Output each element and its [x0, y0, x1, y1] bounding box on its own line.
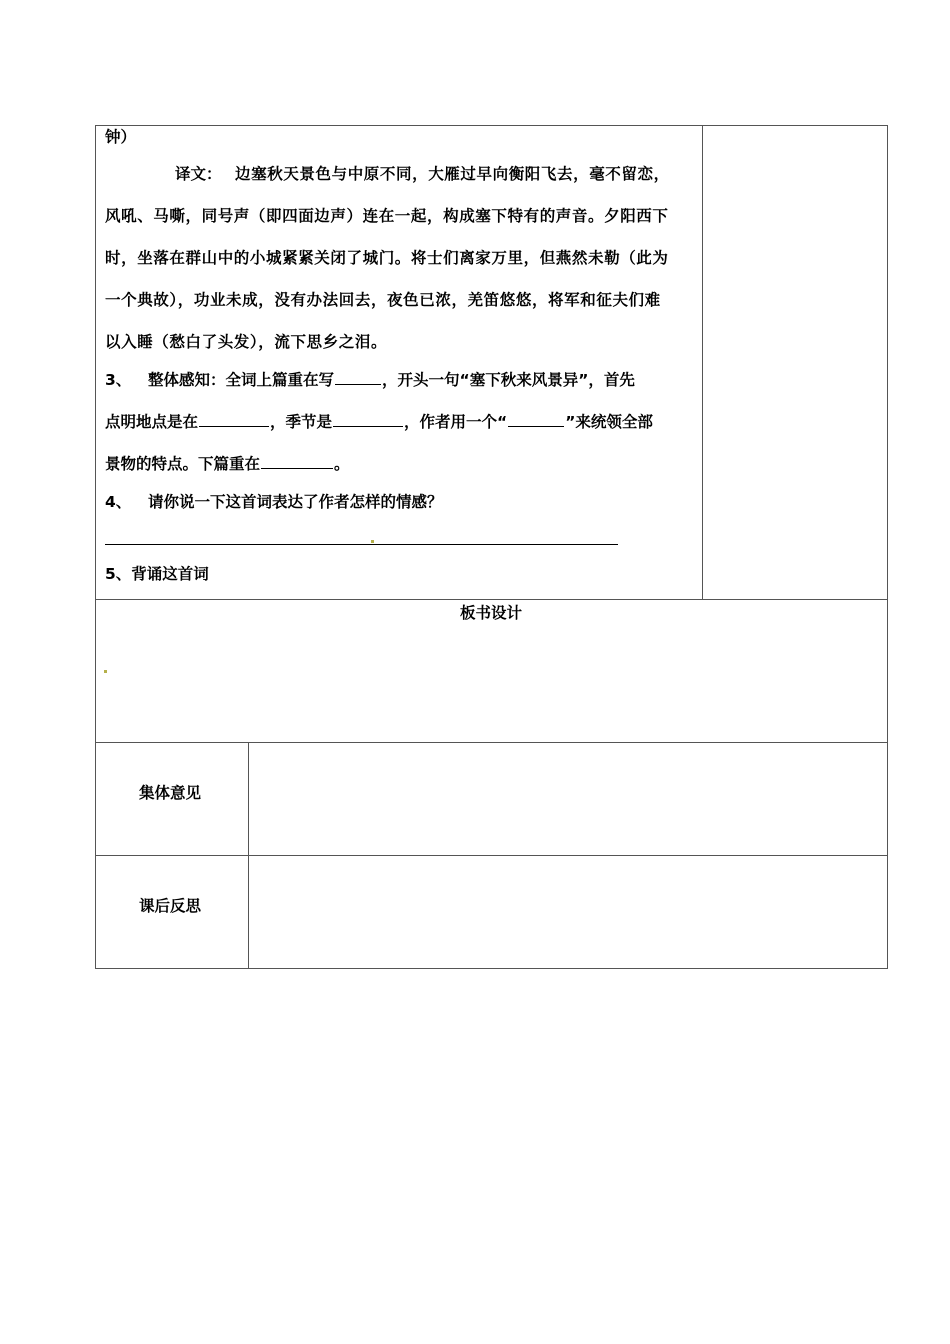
row-divider-board: [95, 599, 888, 600]
q3-text-d: ，季节是: [270, 413, 333, 431]
translation-line-4: 一个典故），功业未成，没有办法回去，夜色已浓，羌笛悠悠，将军和征夫们难: [105, 291, 661, 309]
question-4-number: 4、: [105, 493, 132, 511]
question-5: 5、背诵这首词: [105, 565, 209, 583]
q3-text-a: 整体感知：全词上篇重在写: [148, 371, 335, 389]
collective-opinion-field[interactable]: [250, 744, 886, 854]
column-divider-bottom: [248, 742, 249, 969]
question-4-text: 请你说一下这首词表达了作者怎样的情感？: [148, 493, 443, 511]
question-3-number: 3、: [105, 371, 132, 389]
fill-blank[interactable]: [199, 425, 269, 427]
q3-text-b: ，开头一句“塞下秋来风景异”，首先: [382, 371, 635, 389]
reflection-label: 课后反思: [139, 897, 202, 915]
question-3-line-1: [148, 373, 635, 389]
translation-line-5: 以入睡（愁白了头发），流下思乡之泪。: [105, 333, 388, 351]
q3-text-f: ”来统领全部: [565, 413, 653, 431]
translation-line-2: 风吼、马嘶，同号声（即四面边声）连在一起，构成塞下特有的声音。夕阳西下: [105, 207, 669, 225]
q3-text-e: ，作者用一个“: [404, 413, 508, 431]
row-divider-reflection: [95, 855, 888, 856]
question-3-line-2: [105, 415, 653, 431]
row-divider-collective: [95, 742, 888, 743]
reflection-field[interactable]: [250, 857, 886, 967]
column-divider-top: [702, 125, 703, 600]
translation-line-3: 时，坐落在群山中的小城紧紧关闭了城门。将士们离家万里，但燕然未勒（此为: [105, 249, 669, 267]
fill-blank[interactable]: [261, 467, 333, 469]
board-design-title: 板书设计: [460, 604, 523, 622]
translation-label: 译文：: [175, 165, 222, 183]
question-3-line-3: [105, 457, 350, 473]
fill-blank[interactable]: [508, 425, 564, 427]
stray-mark: [371, 540, 374, 543]
answer-line[interactable]: [105, 544, 618, 545]
fill-blank[interactable]: [333, 425, 403, 427]
text-line-0: 钟）: [105, 128, 137, 146]
stray-mark: [104, 670, 107, 673]
fill-blank[interactable]: [335, 383, 381, 385]
q3-text-g: 景物的特点。下篇重在: [105, 455, 261, 473]
q3-text-c: 点明地点是在: [105, 413, 199, 431]
translation-line-1: 边塞秋天景色与中原不同，大雁过早向衡阳飞去，毫不留恋，: [235, 165, 670, 183]
collective-opinion-label: 集体意见: [139, 784, 202, 802]
q3-text-h: 。: [334, 455, 350, 473]
